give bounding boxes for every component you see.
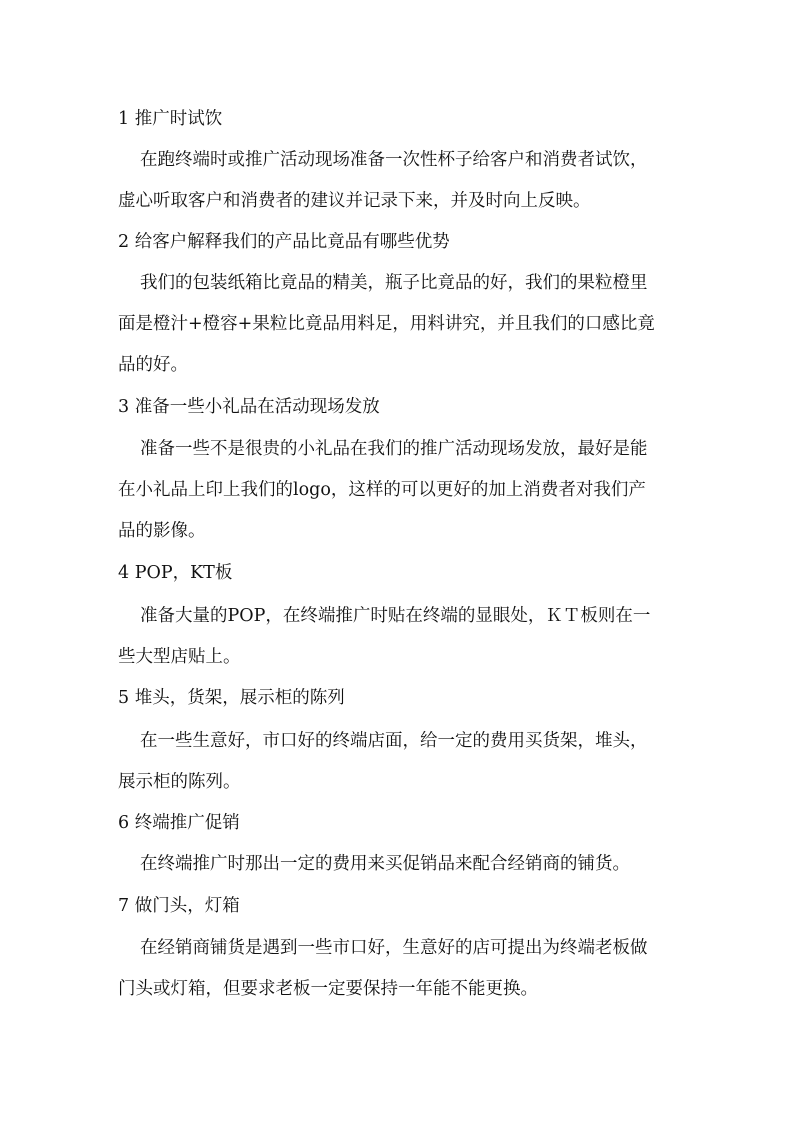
section-5-line-2: 展示柜的陈列。 — [118, 772, 241, 792]
section-2-line-1: 我们的包装纸箱比竟品的精美，瓶子比竟品的好，我们的果粒橙里 — [140, 273, 648, 293]
section-2-line-2: 面是橙汁+橙容+果粒比竟品用料足，用料讲究，并且我们的口感比竟 — [118, 314, 655, 334]
section-heading-1: 1 推广时试饮 — [118, 109, 223, 129]
section-heading-5: 5 堆头，货架，展示柜的陈列 — [118, 688, 345, 708]
section-5-line-1: 在一些生意好，市口好的终端店面，给一定的费用买货架，堆头， — [140, 731, 648, 751]
section-heading-2: 2 给客户解释我们的产品比竟品有哪些优势 — [118, 232, 450, 252]
section-2-line-3: 品的好。 — [118, 355, 188, 375]
section-heading-4: 4 POP，KT板 — [118, 563, 233, 583]
section-3-line-1: 准备一些不是很贵的小礼品在我们的推广活动现场发放，最好是能 — [140, 439, 648, 459]
section-heading-7: 7 做门头，灯箱 — [118, 896, 240, 916]
section-4-line-1: 准备大量的POP，在终端推广时贴在终端的显眼处，ＫＴ板则在一 — [140, 606, 651, 626]
section-3-line-3: 品的影像。 — [118, 521, 206, 541]
section-1-line-1: 在跑终端时或推广活动现场准备一次性杯子给客户和消费者试饮， — [140, 150, 648, 170]
section-4-line-2: 些大型店贴上。 — [118, 647, 241, 667]
section-6-line-1: 在终端推广时那出一定的费用来买促销品来配合经销商的铺货。 — [140, 854, 630, 874]
section-heading-3: 3 准备一些小礼品在活动现场发放 — [118, 397, 380, 417]
section-3-line-2: 在小礼品上印上我们的logo，这样的可以更好的加上消费者对我们产 — [118, 480, 646, 500]
section-1-line-2: 虚心听取客户和消费者的建议并记录下来，并及时向上反映。 — [118, 191, 591, 211]
section-7-line-2: 门头或灯箱，但要求老板一定要保持一年能不能更换。 — [118, 979, 538, 999]
section-7-line-1: 在经销商铺货是遇到一些市口好，生意好的店可提出为终端老板做 — [140, 938, 648, 958]
section-heading-6: 6 终端推广促销 — [118, 813, 240, 833]
